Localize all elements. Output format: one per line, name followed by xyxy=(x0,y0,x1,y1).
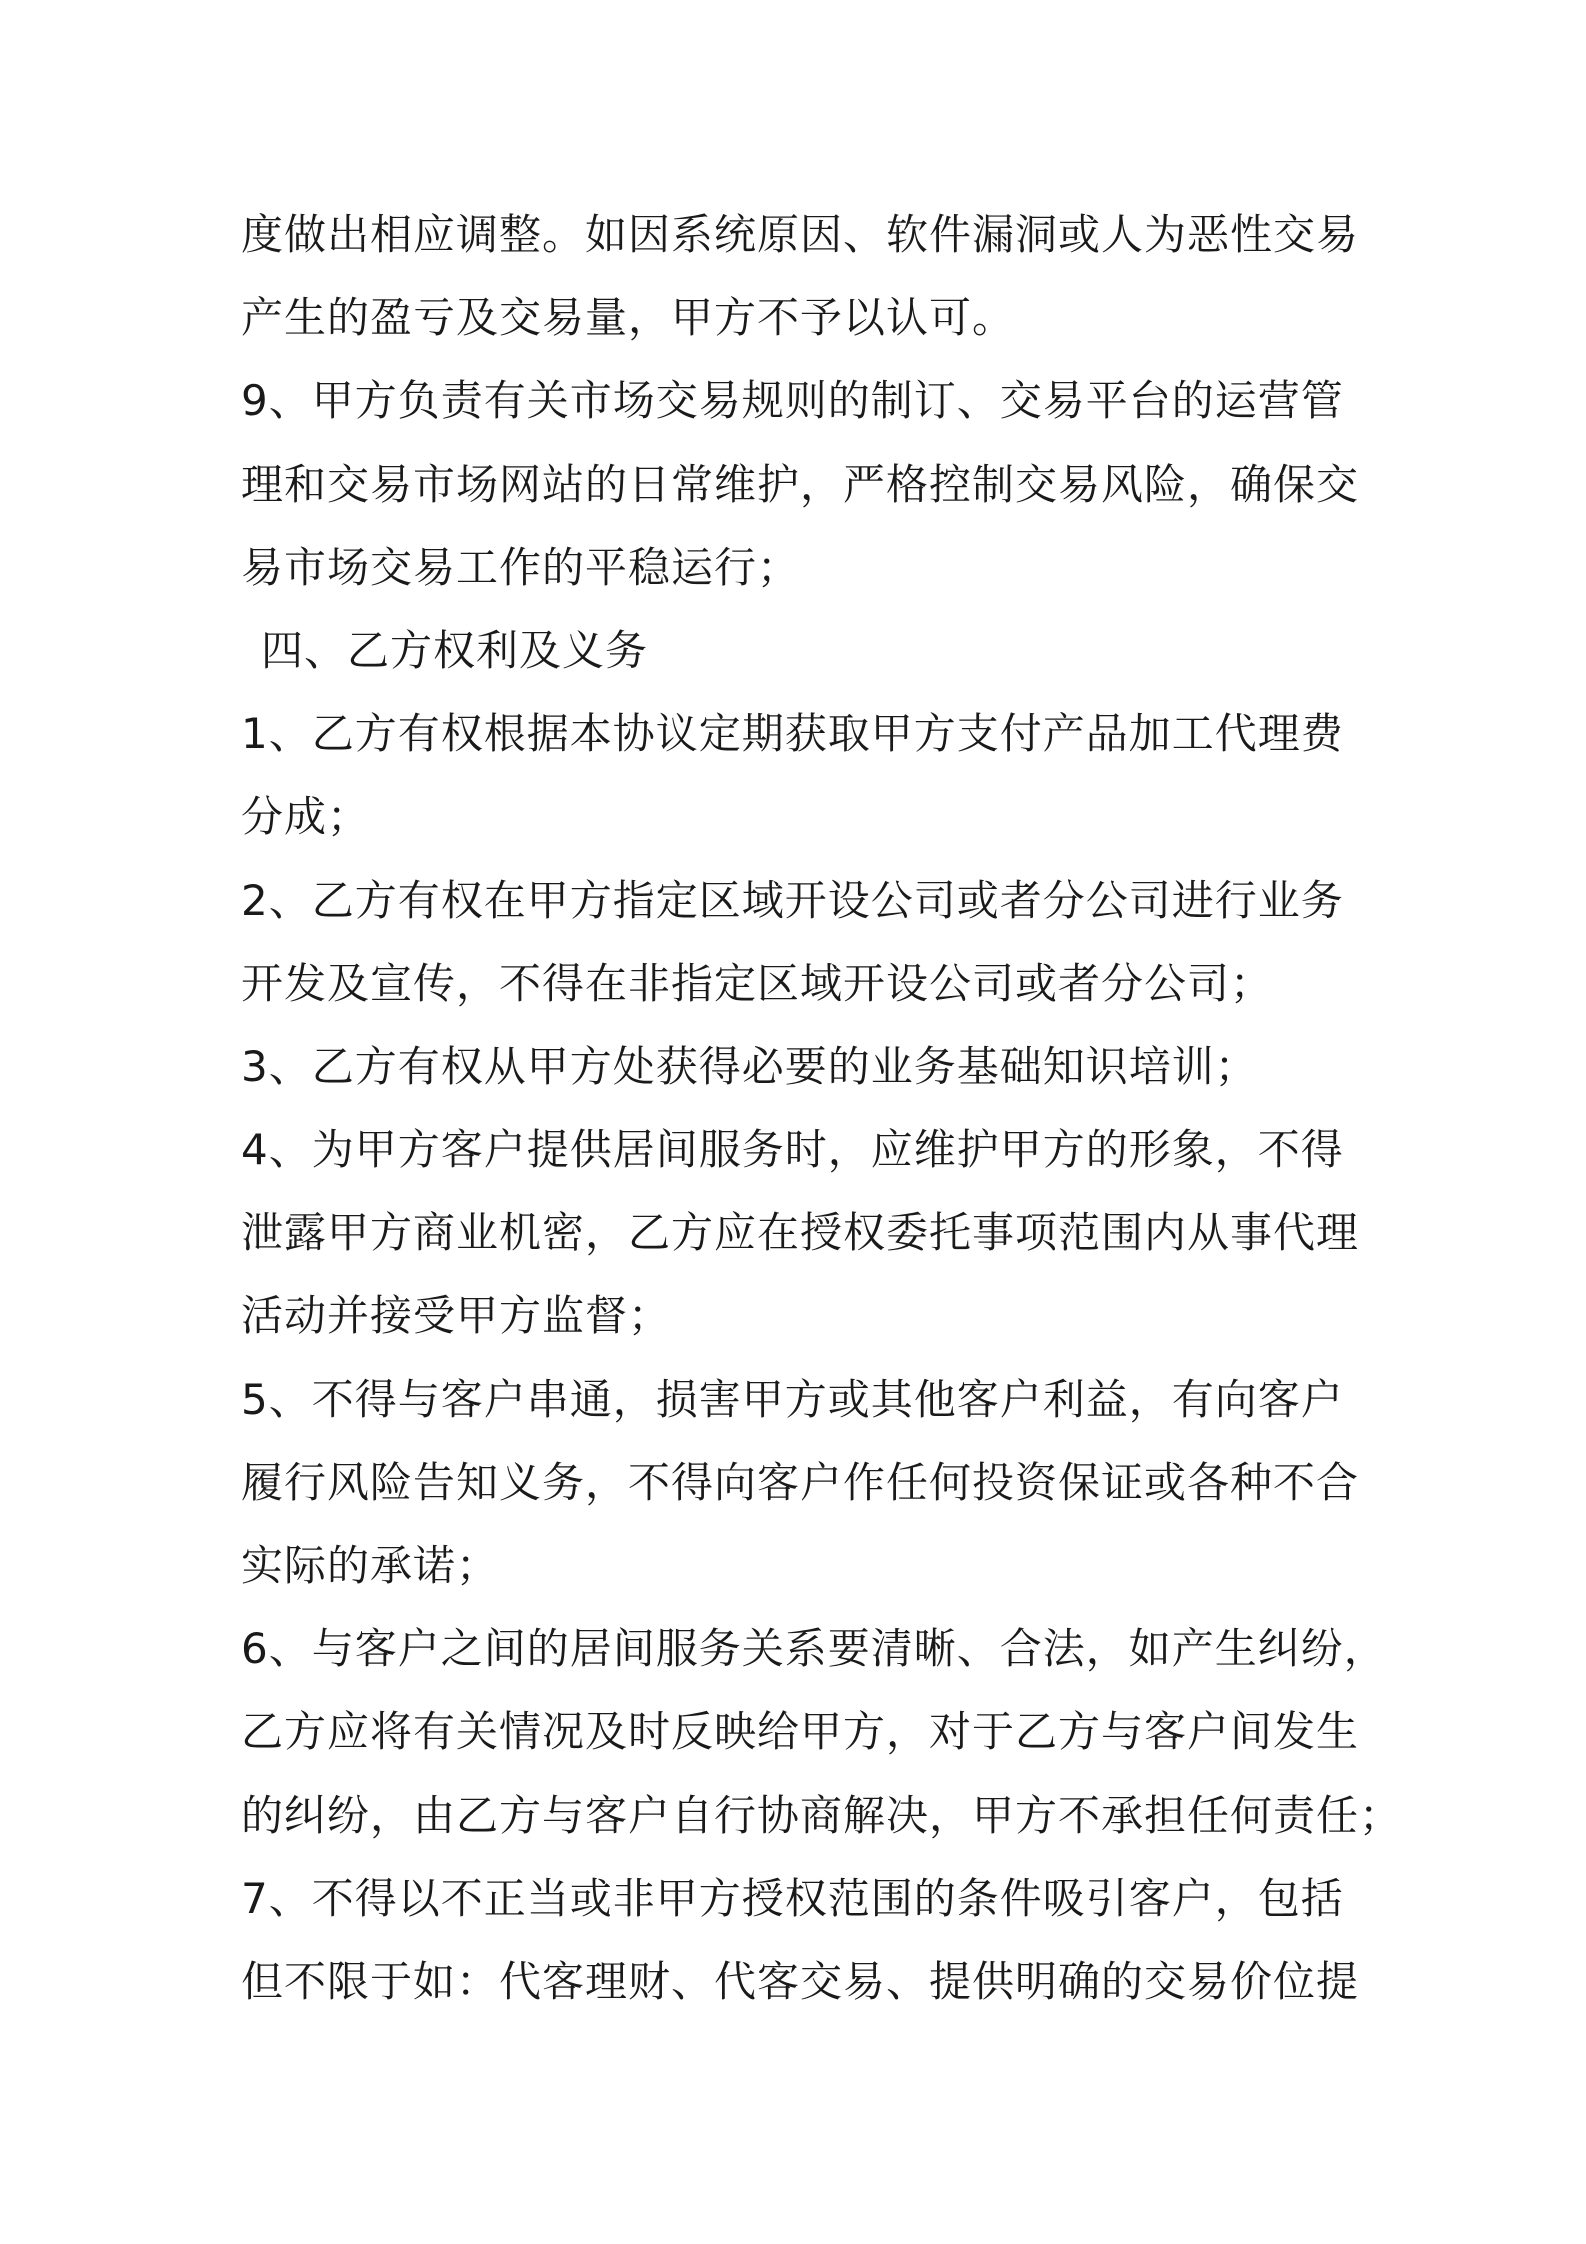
text-line: 分成； xyxy=(241,792,371,842)
text-line: 1、乙方有权根据本协议定期获取甲方支付产品加工代理费 xyxy=(241,709,1344,759)
text-line: 2、乙方有权在甲方指定区域开设公司或者分公司进行业务 xyxy=(241,875,1344,925)
text-line: 产生的盈亏及交易量，甲方不予以认可。 xyxy=(241,293,1016,343)
text-line: 活动并接受甲方监督； xyxy=(241,1291,672,1341)
section-heading: 四、乙方权利及义务 xyxy=(261,625,649,675)
text-line: 开发及宣传，不得在非指定区域开设公司或者分公司； xyxy=(241,958,1274,1008)
text-line: 4、为甲方客户提供居间服务时，应维护甲方的形象，不得 xyxy=(241,1125,1344,1175)
text-line: 易市场交易工作的平稳运行； xyxy=(241,542,801,592)
text-line: 理和交易市场网站的日常维护，严格控制交易风险，确保交 xyxy=(241,459,1360,509)
text-line: 实际的承诺； xyxy=(241,1541,500,1590)
document-body xyxy=(241,193,1403,2023)
text-line: 泄露甲方商业机密，乙方应在授权委托事项范围内从事代理 xyxy=(241,1208,1360,1258)
text-line: 9、甲方负责有关市场交易规则的制订、交易平台的运营管 xyxy=(241,376,1344,426)
text-line: 3、乙方有权从甲方处获得必要的业务基础知识培训； xyxy=(241,1041,1258,1091)
text-line: 7、不得以不正当或非甲方授权范围的条件吸引客户，包括 xyxy=(241,1873,1344,1923)
text-line: 6、与客户之间的居间服务关系要清晰、合法，如产生纠纷， xyxy=(241,1624,1387,1674)
text-line: 但不限于如：代客理财、代客交易、提供明确的交易价位提 xyxy=(241,1956,1360,2006)
text-line: 乙方应将有关情况及时反映给甲方，对于乙方与客户间发生 xyxy=(241,1707,1360,1757)
text-line: 的纠纷，由乙方与客户自行协商解决，甲方不承担任何责任； xyxy=(241,1790,1403,1840)
text-line: 履行风险告知义务，不得向客户作任何投资保证或各种不合 xyxy=(241,1457,1360,1507)
text-line: 5、不得与客户串通，损害甲方或其他客户利益，有向客户 xyxy=(241,1374,1344,1424)
text-line: 度做出相应调整。如因系统原因、软件漏洞或人为恶性交易 xyxy=(241,210,1360,259)
